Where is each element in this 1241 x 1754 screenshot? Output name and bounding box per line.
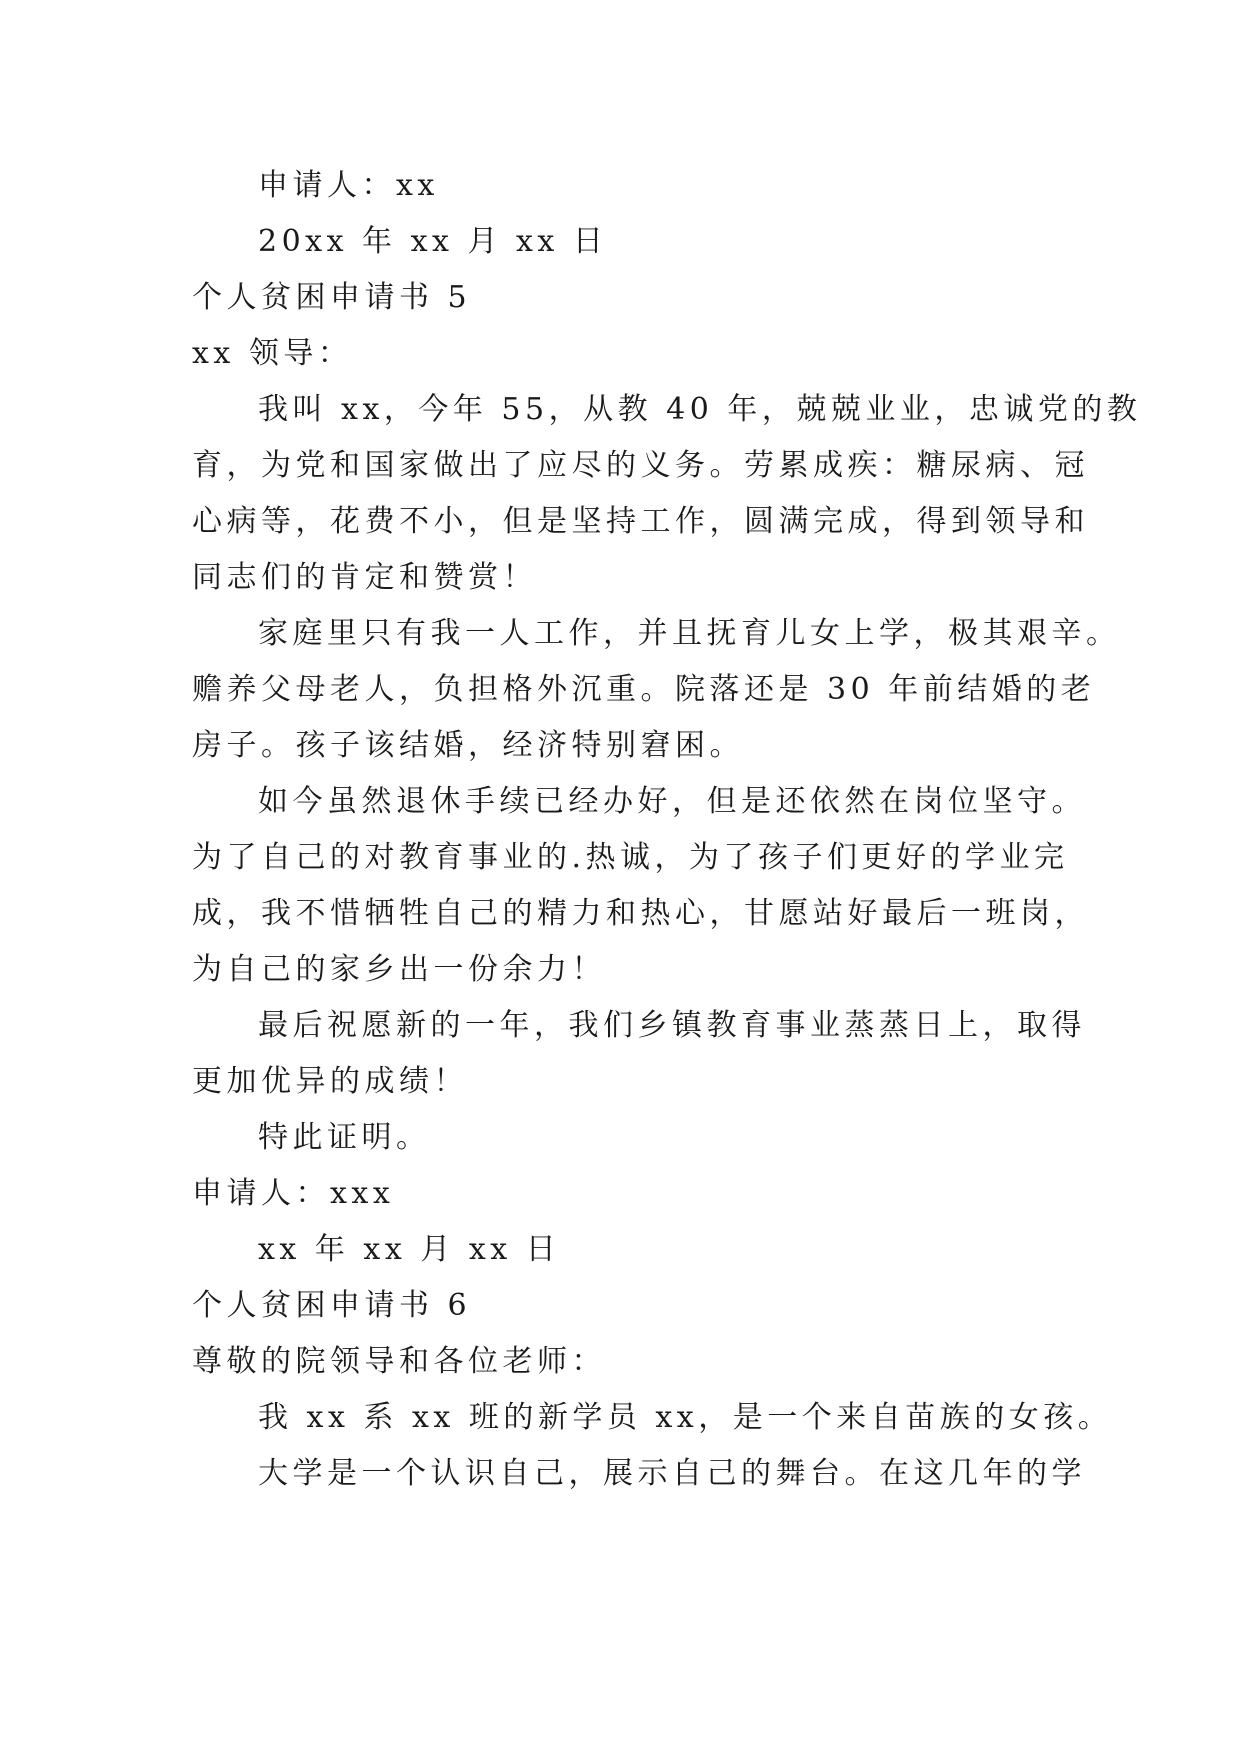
paragraph-line: 最后祝愿新的一年，我们乡镇教育事业蒸蒸日上，取得 bbox=[258, 1008, 1086, 1043]
paragraph-line: 如今虽然退休手续已经办好，但是还依然在岗位坚守。 bbox=[258, 784, 1086, 819]
paragraph-line: 赡养父母老人，负担格外沉重。院落还是 30 年前结婚的老 bbox=[192, 672, 1096, 707]
section-title-6: 个人贫困申请书 6 bbox=[192, 1288, 472, 1323]
paragraph-line: 心病等，花费不小，但是坚持工作，圆满完成，得到领导和 bbox=[192, 504, 1089, 539]
paragraph-line: 房子。孩子该结婚，经济特别窘困。 bbox=[192, 728, 744, 763]
applicant-signature-1: 申请人：xx bbox=[258, 168, 439, 203]
paragraph-line: 为自己的家乡出一份余力！ bbox=[192, 952, 606, 987]
paragraph-line: 家庭里只有我一人工作，并且抚育儿女上学，极其艰辛。 bbox=[258, 616, 1121, 651]
paragraph-line: 我叫 xx，今年 55，从教 40 年，兢兢业业，忠诚党的教 bbox=[258, 392, 1142, 427]
salutation-5: xx 领导： bbox=[192, 336, 353, 371]
paragraph-line: 育，为党和国家做出了应尽的义务。劳累成疾：糖尿病、冠 bbox=[192, 448, 1089, 483]
salutation-6: 尊敬的院领导和各位老师： bbox=[192, 1344, 606, 1379]
section-title-5: 个人贫困申请书 5 bbox=[192, 280, 472, 315]
paragraph-line: 为了自己的对教育事业的.热诚，为了孩子们更好的学业完 bbox=[192, 840, 1069, 875]
paragraph-line: 我 xx 系 xx 班的新学员 xx，是一个来自苗族的女孩。 bbox=[258, 1400, 1113, 1435]
date-line-2: xx 年 xx 月 xx 日 bbox=[258, 1232, 561, 1267]
paragraph-line: 更加优异的成绩！ bbox=[192, 1064, 468, 1099]
paragraph-line: 成，我不惜牺牲自己的精力和热心，甘愿站好最后一班岗， bbox=[192, 896, 1089, 931]
applicant-signature-2: 申请人：xxx bbox=[192, 1176, 395, 1211]
date-line-1: 20xx 年 xx 月 xx 日 bbox=[258, 224, 608, 259]
paragraph-line: 大学是一个认识自己，展示自己的舞台。在这几年的学 bbox=[258, 1456, 1086, 1491]
closing-line: 特此证明。 bbox=[258, 1120, 431, 1155]
paragraph-line: 同志们的肯定和赞赏！ bbox=[192, 560, 537, 595]
